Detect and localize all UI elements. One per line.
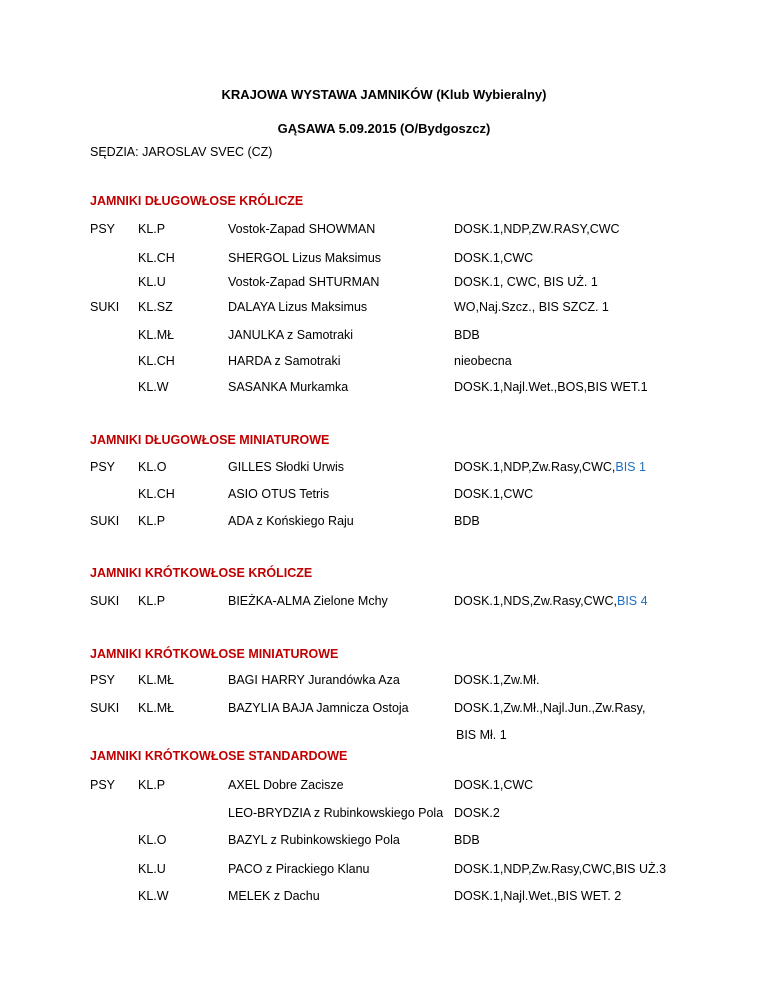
result-row bbox=[0, 514, 768, 532]
dog-name: BAZYL z Rubinkowskiego Pola bbox=[228, 833, 400, 847]
result-main: DOSK.1, CWC, BIS UŻ. 1 bbox=[454, 275, 598, 289]
sex-label: PSY bbox=[90, 778, 116, 792]
class-label: KL.CH bbox=[138, 487, 175, 501]
bis-highlight: BIS 4 bbox=[616, 594, 648, 608]
dog-name: GILLES Słodki Urwis bbox=[228, 460, 345, 474]
class-label: KL.U bbox=[138, 275, 166, 289]
class-label: KL.CH bbox=[138, 354, 175, 368]
class-label: KL.SZ bbox=[138, 300, 173, 314]
result-text bbox=[454, 487, 533, 501]
result-row bbox=[0, 300, 768, 318]
result-row bbox=[0, 222, 768, 240]
result-text bbox=[454, 251, 533, 265]
result-text bbox=[454, 275, 598, 289]
result-row bbox=[0, 487, 768, 505]
document-title: KRAJOWA WYSTAWA JAMNIKÓW (Klub Wybieralny) bbox=[221, 87, 547, 102]
class-label: KL.O bbox=[138, 460, 167, 474]
dog-name: AXEL Dobre Zacisze bbox=[228, 778, 344, 792]
result-text bbox=[454, 594, 648, 608]
result-main: DOSK.1,Zw.Mł. bbox=[454, 673, 540, 687]
sex-label: SUKI bbox=[90, 594, 120, 608]
result-row bbox=[0, 251, 768, 269]
result-text bbox=[454, 380, 648, 394]
result-row bbox=[0, 354, 768, 372]
section-heading: JAMNIKI KRÓTKOWŁOSE KRÓLICZE bbox=[90, 566, 313, 580]
section-heading: JAMNIKI DŁUGOWŁOSE MINIATUROWE bbox=[90, 433, 330, 447]
class-label: KL.MŁ bbox=[138, 673, 175, 687]
dog-name: BIEŻKA-ALMA Zielone Mchy bbox=[228, 594, 388, 608]
class-label: KL.U bbox=[138, 862, 166, 876]
class-label: KL.P bbox=[138, 222, 166, 236]
result-text bbox=[454, 222, 620, 236]
dog-name: BAGI HARRY Jurandówka Aza bbox=[228, 673, 400, 687]
result-main: DOSK.1,NDP,ZW.RASY,CWC bbox=[454, 222, 620, 236]
result-row bbox=[0, 460, 768, 478]
sex-label: PSY bbox=[90, 222, 116, 236]
dog-name: SHERGOL Lizus Maksimus bbox=[228, 251, 382, 265]
result-main: DOSK.1,CWC bbox=[454, 487, 534, 501]
result-main: BDB bbox=[454, 328, 480, 342]
dog-name: PACO z Pirackiego Klanu bbox=[228, 862, 370, 876]
sex-label: SUKI bbox=[90, 300, 120, 314]
result-text bbox=[454, 833, 480, 847]
dog-name: ASIO OTUS Tetris bbox=[228, 487, 330, 501]
result-row bbox=[0, 889, 768, 907]
dog-name: ADA z Końskiego Raju bbox=[228, 514, 354, 528]
result-text bbox=[454, 354, 512, 368]
result-text bbox=[454, 300, 609, 314]
result-text bbox=[454, 806, 500, 820]
bis-highlight: BIS 1 bbox=[615, 460, 646, 474]
document-subtitle: GĄSAWA 5.09.2015 (O/Bydgoszcz) bbox=[277, 121, 491, 136]
dog-name: Vostok-Zapad SHTURMAN bbox=[228, 275, 380, 289]
result-main: BDB bbox=[454, 514, 480, 528]
result-main: DOSK.1,NDP,Zw.Rasy,CWC, bbox=[454, 460, 616, 474]
class-label: KL.CH bbox=[138, 251, 175, 265]
result-text bbox=[454, 862, 666, 876]
result-row bbox=[0, 862, 768, 880]
result-text bbox=[454, 460, 646, 474]
class-label: KL.P bbox=[138, 778, 166, 792]
class-label: KL.O bbox=[138, 833, 167, 847]
sex-label: SUKI bbox=[90, 514, 120, 528]
class-label: KL.MŁ bbox=[138, 328, 175, 342]
result-row bbox=[0, 833, 768, 851]
dog-name: Vostok-Zapad SHOWMAN bbox=[228, 222, 376, 236]
result-main: nieobecna bbox=[454, 354, 512, 368]
result-text bbox=[454, 701, 645, 715]
result-row bbox=[0, 806, 768, 824]
result-main: BDB bbox=[454, 833, 480, 847]
result-main: WO,Naj.Szcz., BIS SZCZ. 1 bbox=[454, 300, 609, 314]
dog-name: MELEK z Dachu bbox=[228, 889, 320, 903]
result-text bbox=[454, 673, 539, 687]
result-main: DOSK.1,NDP,Zw.Rasy,CWC,BIS UŻ.3 bbox=[454, 862, 667, 876]
result-main: DOSK.1,Zw.Mł.,Najl.Jun.,Zw.Rasy, bbox=[454, 701, 646, 715]
section-heading: JAMNIKI DŁUGOWŁOSE KRÓLICZE bbox=[90, 194, 304, 208]
result-main: DOSK.1,Najl.Wet.,BOS,BIS WET.1 bbox=[454, 380, 648, 394]
result-main: DOSK.2 bbox=[454, 806, 500, 820]
dog-name: JANULKA z Samotraki bbox=[228, 328, 354, 342]
result-text bbox=[454, 514, 480, 528]
result-text bbox=[454, 328, 480, 342]
judge-line: SĘDZIA: JAROSLAV SVEC (CZ) bbox=[90, 145, 273, 159]
class-label: KL.MŁ bbox=[138, 701, 175, 715]
result-row bbox=[0, 673, 768, 691]
section-heading: JAMNIKI KRÓTKOWŁOSE MINIATUROWE bbox=[90, 647, 339, 661]
result-row bbox=[0, 275, 768, 293]
dog-name: DALAYA Lizus Maksimus bbox=[228, 300, 368, 314]
dog-name: HARDA z Samotraki bbox=[228, 354, 341, 368]
result-row bbox=[0, 778, 768, 796]
result-continuation: BIS Mł. 1 bbox=[456, 728, 507, 742]
dog-name: BAZYLIA BAJA Jamnicza Ostoja bbox=[228, 701, 409, 715]
class-label: KL.P bbox=[138, 514, 166, 528]
sex-label: SUKI bbox=[90, 701, 120, 715]
result-text bbox=[454, 778, 533, 792]
result-row bbox=[0, 328, 768, 346]
result-text bbox=[454, 889, 621, 903]
class-label: KL.P bbox=[138, 594, 166, 608]
result-main: DOSK.1,CWC bbox=[454, 778, 534, 792]
result-main: DOSK.1,Najl.Wet.,BIS WET. 2 bbox=[454, 889, 622, 903]
sex-label: PSY bbox=[90, 673, 116, 687]
result-main: DOSK.1,CWC bbox=[454, 251, 534, 265]
section-heading: JAMNIKI KRÓTKOWŁOSE STANDARDOWE bbox=[90, 749, 348, 763]
result-row bbox=[0, 594, 768, 612]
result-main: DOSK.1,NDS,Zw.Rasy,CWC, bbox=[454, 594, 617, 608]
sex-label: PSY bbox=[90, 460, 116, 474]
dog-name: LEO-BRYDZIA z Rubinkowskiego Pola bbox=[228, 806, 444, 820]
result-row bbox=[0, 701, 768, 719]
class-label: KL.W bbox=[138, 380, 169, 394]
class-label: KL.W bbox=[138, 889, 169, 903]
dog-name: SASANKA Murkamka bbox=[228, 380, 349, 394]
result-row bbox=[0, 380, 768, 398]
